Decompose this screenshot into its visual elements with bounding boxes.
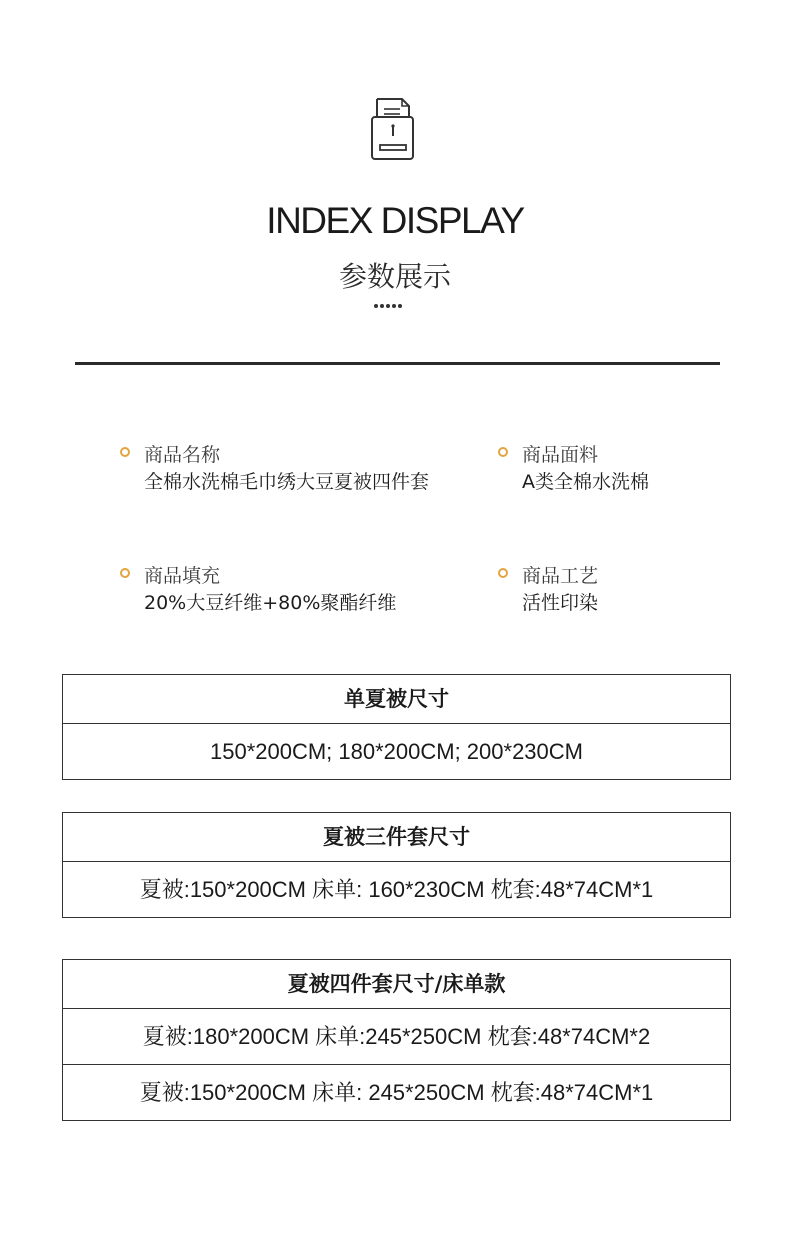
- param-label: 商品面料: [522, 444, 599, 466]
- param-label: 商品工艺: [522, 565, 599, 587]
- bullet-icon: [120, 568, 130, 578]
- size-table-three-piece: [62, 812, 731, 918]
- param-value: A类全棉水洗棉: [522, 471, 649, 493]
- dots-divider: [374, 304, 424, 312]
- param-label: 商品名称: [144, 444, 221, 466]
- table-title: 夏被三件套尺寸: [63, 813, 730, 862]
- table-title: 单夏被尺寸: [63, 675, 730, 724]
- table-row: 150*200CM; 180*200CM; 200*230CM: [209, 739, 583, 764]
- param-value: 活性印染: [522, 592, 599, 614]
- table-row: 夏被:150*200CM 床单: 245*250CM 枕套:48*74CM*1: [63, 1064, 730, 1120]
- document-box-icon: [370, 95, 416, 161]
- bullet-icon: [498, 568, 508, 578]
- header-rule: [75, 362, 720, 365]
- table-title: 夏被四件套尺寸/床单款: [63, 960, 730, 1009]
- table-row: 夏被:180*200CM 床单:245*250CM 枕套:48*74CM*2: [142, 1024, 651, 1049]
- size-table-four-piece: [62, 959, 731, 1121]
- page-title: INDEX DISPLAY: [266, 200, 524, 241]
- bullet-icon: [120, 447, 130, 457]
- bullet-icon: [498, 447, 508, 457]
- param-value: 全棉水洗棉毛巾绣大豆夏被四件套: [144, 471, 430, 493]
- size-table-single-quilt: [62, 674, 731, 780]
- param-value: 20%大豆纤维+80%聚酯纤维: [144, 592, 397, 614]
- param-label: 商品填充: [144, 565, 221, 587]
- table-row: 夏被:150*200CM 床单: 160*230CM 枕套:48*74CM*1: [139, 877, 654, 902]
- page-subtitle: 参数展示: [338, 260, 451, 293]
